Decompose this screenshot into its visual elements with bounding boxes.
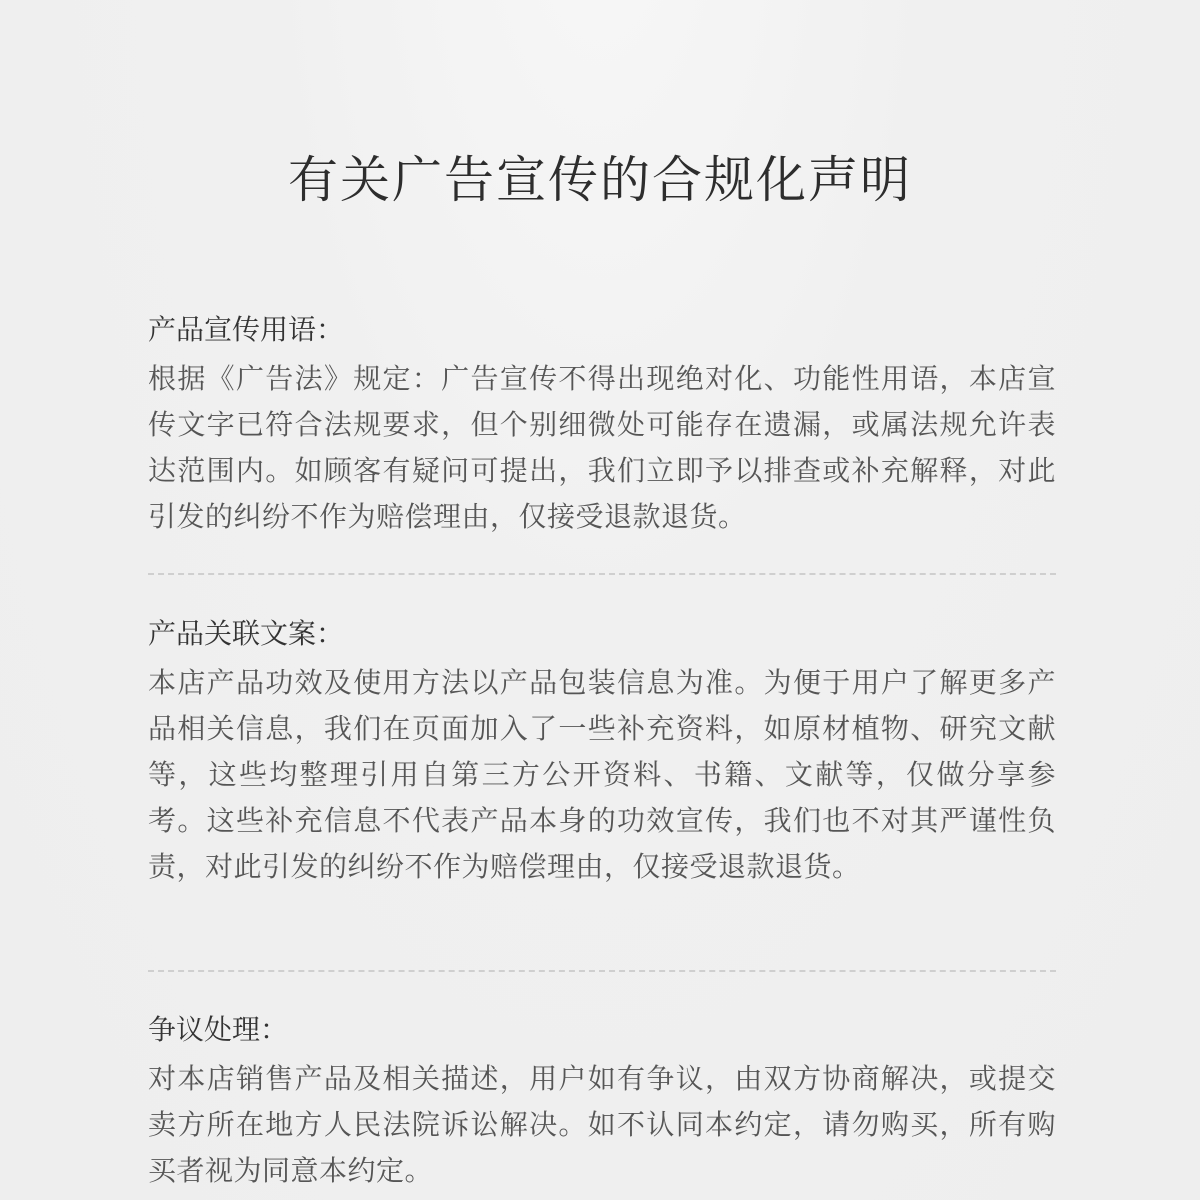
dashed-divider <box>148 970 1056 972</box>
dashed-divider <box>148 573 1056 575</box>
section-body: 对本店销售产品及相关描述，用户如有争议，由双方协商解决，或提交卖方所在地方人民法院诉讼解决。如不认同本约定，请勿购买，所有购买者视为同意本约定。 <box>148 1062 1056 1187</box>
section-product-promotion-terms <box>148 310 1056 540</box>
section-body: 本店产品功效及使用方法以产品包装信息为准。为便于用户了解更多产品相关信息，我们在页面加入了一些补充资料，如原材植物、研究文献等，这些均整理引用自第三方公开资料、书籍、文献等，仅做分享参考。这些补充信息不代表产品本身的功效宣传，我们也不对其严谨性负责，对此引发的纠纷不作为赔偿理由，仅接受退款退货。 <box>148 666 1056 883</box>
section-heading: 产品宣传用语： <box>148 313 345 346</box>
page-title: 有关广告宣传的合规化声明 <box>288 150 912 209</box>
section-dispute-resolution <box>148 1010 1056 1194</box>
section-body: 根据《广告法》规定：广告宣传不得出现绝对化、功能性用语，本店宣传文字已符合法规要求，但个别细微处可能存在遗漏，或属法规允许表达范围内。如顾客有疑问可提出，我们立即予以排查或补充解释，对此引发的纠纷不作为赔偿理由，仅接受退款退货。 <box>148 362 1056 533</box>
section-product-related-copy <box>148 614 1056 890</box>
section-heading: 争议处理： <box>148 1013 289 1046</box>
section-heading: 产品关联文案： <box>148 617 345 650</box>
